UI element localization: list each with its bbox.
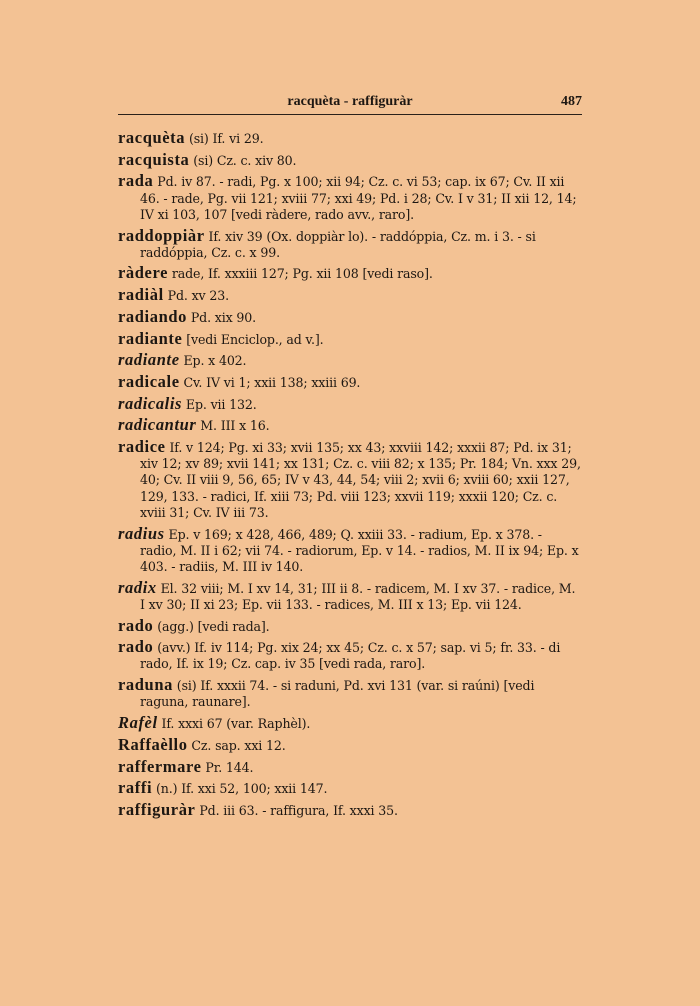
entry-headword: radius xyxy=(118,523,165,543)
entry-headword: radicantur xyxy=(118,415,197,435)
entry-text: Pd. iv 87. - radi, Pg. x 100; xii 94; Cz. c. vi 53; cap. ix 67; Cv. II xii 46. - rade, Pg. vii 121; xviii 77; xxi 49; Pd. i 28; Cv. I v 31; II xii 12, 14; IV xi 103, 107 [vedi ràdere, rado avv., raro]. xyxy=(140,174,577,222)
dictionary-entry xyxy=(118,265,582,282)
entry-text: M. III x 16. xyxy=(196,418,270,434)
dictionary-entry xyxy=(118,615,582,635)
dictionary-entry xyxy=(118,225,582,261)
dictionary-entry xyxy=(118,799,582,819)
dictionary-entry xyxy=(118,734,582,754)
entry-text: (si) Cz. c. xiv 80. xyxy=(189,152,297,168)
entry-headword: radix xyxy=(118,577,157,597)
entry-text: If. xiv 39 (Ox. doppiàr lo). - raddóppia, Cz. m. i 3. - si raddóppia, Cz. c. x 99. xyxy=(140,228,536,260)
dictionary-entry xyxy=(118,523,582,576)
entry-headword: raddoppiàr xyxy=(118,225,205,245)
entry-text: Cv. IV vi 1; xxii 138; xxiii 69. xyxy=(179,374,361,390)
entry-text: (avv.) If. iv 114; Pg. xix 24; xx 45; Cz. c. x 57; sap. vi 5; fr. 33. - di rado, If. ix 19; Cz. cap. iv 35 [vedi rada, raro]. xyxy=(140,640,561,672)
entry-headword: Rafèl xyxy=(118,713,158,733)
entry-headword: radice xyxy=(118,437,166,457)
page-number: 487 xyxy=(561,94,582,109)
entry-headword: rado xyxy=(118,615,154,635)
dictionary-entry xyxy=(118,577,582,613)
running-head: racquèta - raffiguràr xyxy=(287,94,413,109)
entry-headword: raffiguràr xyxy=(118,799,196,819)
entry-headword: racquista xyxy=(118,149,190,169)
dictionary-entry xyxy=(118,328,582,348)
entry-headword: radiante xyxy=(118,328,183,348)
entry-text: Pd. xix 90. xyxy=(187,309,257,325)
dictionary-entry xyxy=(118,352,582,369)
entry-text: If. xxxi 67 (var. Raphèl). xyxy=(157,716,311,732)
entry-list xyxy=(118,130,582,824)
dictionary-entry xyxy=(118,677,582,710)
entry-headword: radiante xyxy=(118,350,180,370)
dictionary-entry xyxy=(118,780,582,797)
entry-headword: raffi xyxy=(118,778,153,798)
entry-headword: radicalis xyxy=(118,393,183,413)
entry-text: Ep. x 402. xyxy=(179,353,247,369)
entry-text: (si) If. xxxii 74. - si raduni, Pd. xvi 131 (var. si raúni) [vedi raguna, raunare]. xyxy=(140,678,535,710)
entry-text: Pd. xv 23. xyxy=(163,288,229,304)
entry-text: El. 32 viii; M. I xv 14, 31; III ii 8. - radicem, M. I xv 37. - radice, M. I xv 30; II xi 23; Ep. vii 133. - radices, M. III x 13; Ep. vii 124. xyxy=(140,580,576,612)
dictionary-entry xyxy=(118,130,582,147)
dictionary-entry xyxy=(118,149,582,169)
dictionary-entry xyxy=(118,173,582,223)
entry-text: Pr. 144. xyxy=(201,759,254,775)
entry-headword: racquèta xyxy=(118,128,186,147)
page-header xyxy=(118,92,582,115)
dictionary-entry xyxy=(118,756,582,776)
entry-headword: radiàl xyxy=(118,285,164,305)
entry-text: [vedi Enciclop., ad v.]. xyxy=(182,331,324,347)
entry-headword: rado xyxy=(118,637,154,657)
entry-text: (agg.) [vedi rada]. xyxy=(153,618,270,634)
dictionary-entry xyxy=(118,306,582,326)
entry-headword: raffermare xyxy=(118,756,202,776)
entry-headword: Raffaèllo xyxy=(118,734,188,754)
entry-headword: radiando xyxy=(118,306,187,326)
dictionary-entry xyxy=(118,393,582,413)
entry-text: rade, If. xxxiii 127; Pg. xii 108 [vedi raso]. xyxy=(168,266,433,282)
entry-headword: ràdere xyxy=(118,263,169,283)
entry-text: Ep. v 169; x 428, 466, 489; Q. xxiii 33. - radium, Ep. x 378. - radio, M. II i 62; vii 74. - radiorum, Ep. v 14. - radios, M. II ix 94; Ep. x 403. - radiis, M. III iv 140. xyxy=(140,526,579,574)
entry-text: Pd. iii 63. - raffigura, If. xxxi 35. xyxy=(195,802,398,818)
dictionary-entry xyxy=(118,715,582,732)
entry-text: (n.) If. xxi 52, 100; xxii 147. xyxy=(152,781,328,797)
entry-text: If. v 124; Pg. xi 33; xvii 135; xx 43; xxviii 142; xxxii 87; Pd. ix 31; xiv 12; xv 89; xvii 141; xx 131; Cz. c. viii 82; x 135; Pr. 184; Vn. xxx 29, 40; Cv. II viii 9, 56, 65; IV v 43, 44, 54; viii 2; xvii 6; xviii 60; xxii 127, 129, 133. - radici, If. xiii 73; Pd. viii 123; xxvii 119; xxxii 120; Cz. c. xviii 31; Cv. IV iii 73. xyxy=(140,440,581,520)
dictionary-entry xyxy=(118,287,582,304)
dictionary-entry xyxy=(118,639,582,672)
dictionary-entry xyxy=(118,439,582,521)
entry-headword: rada xyxy=(118,171,154,191)
entry-headword: radicale xyxy=(118,371,180,391)
entry-text: (si) If. vi 29. xyxy=(185,131,264,146)
dictionary-entry xyxy=(118,371,582,391)
entry-headword: raduna xyxy=(118,675,173,695)
entry-text: Ep. vii 132. xyxy=(182,396,257,412)
entry-text: Cz. sap. xxi 12. xyxy=(187,737,286,753)
dictionary-entry xyxy=(118,417,582,434)
